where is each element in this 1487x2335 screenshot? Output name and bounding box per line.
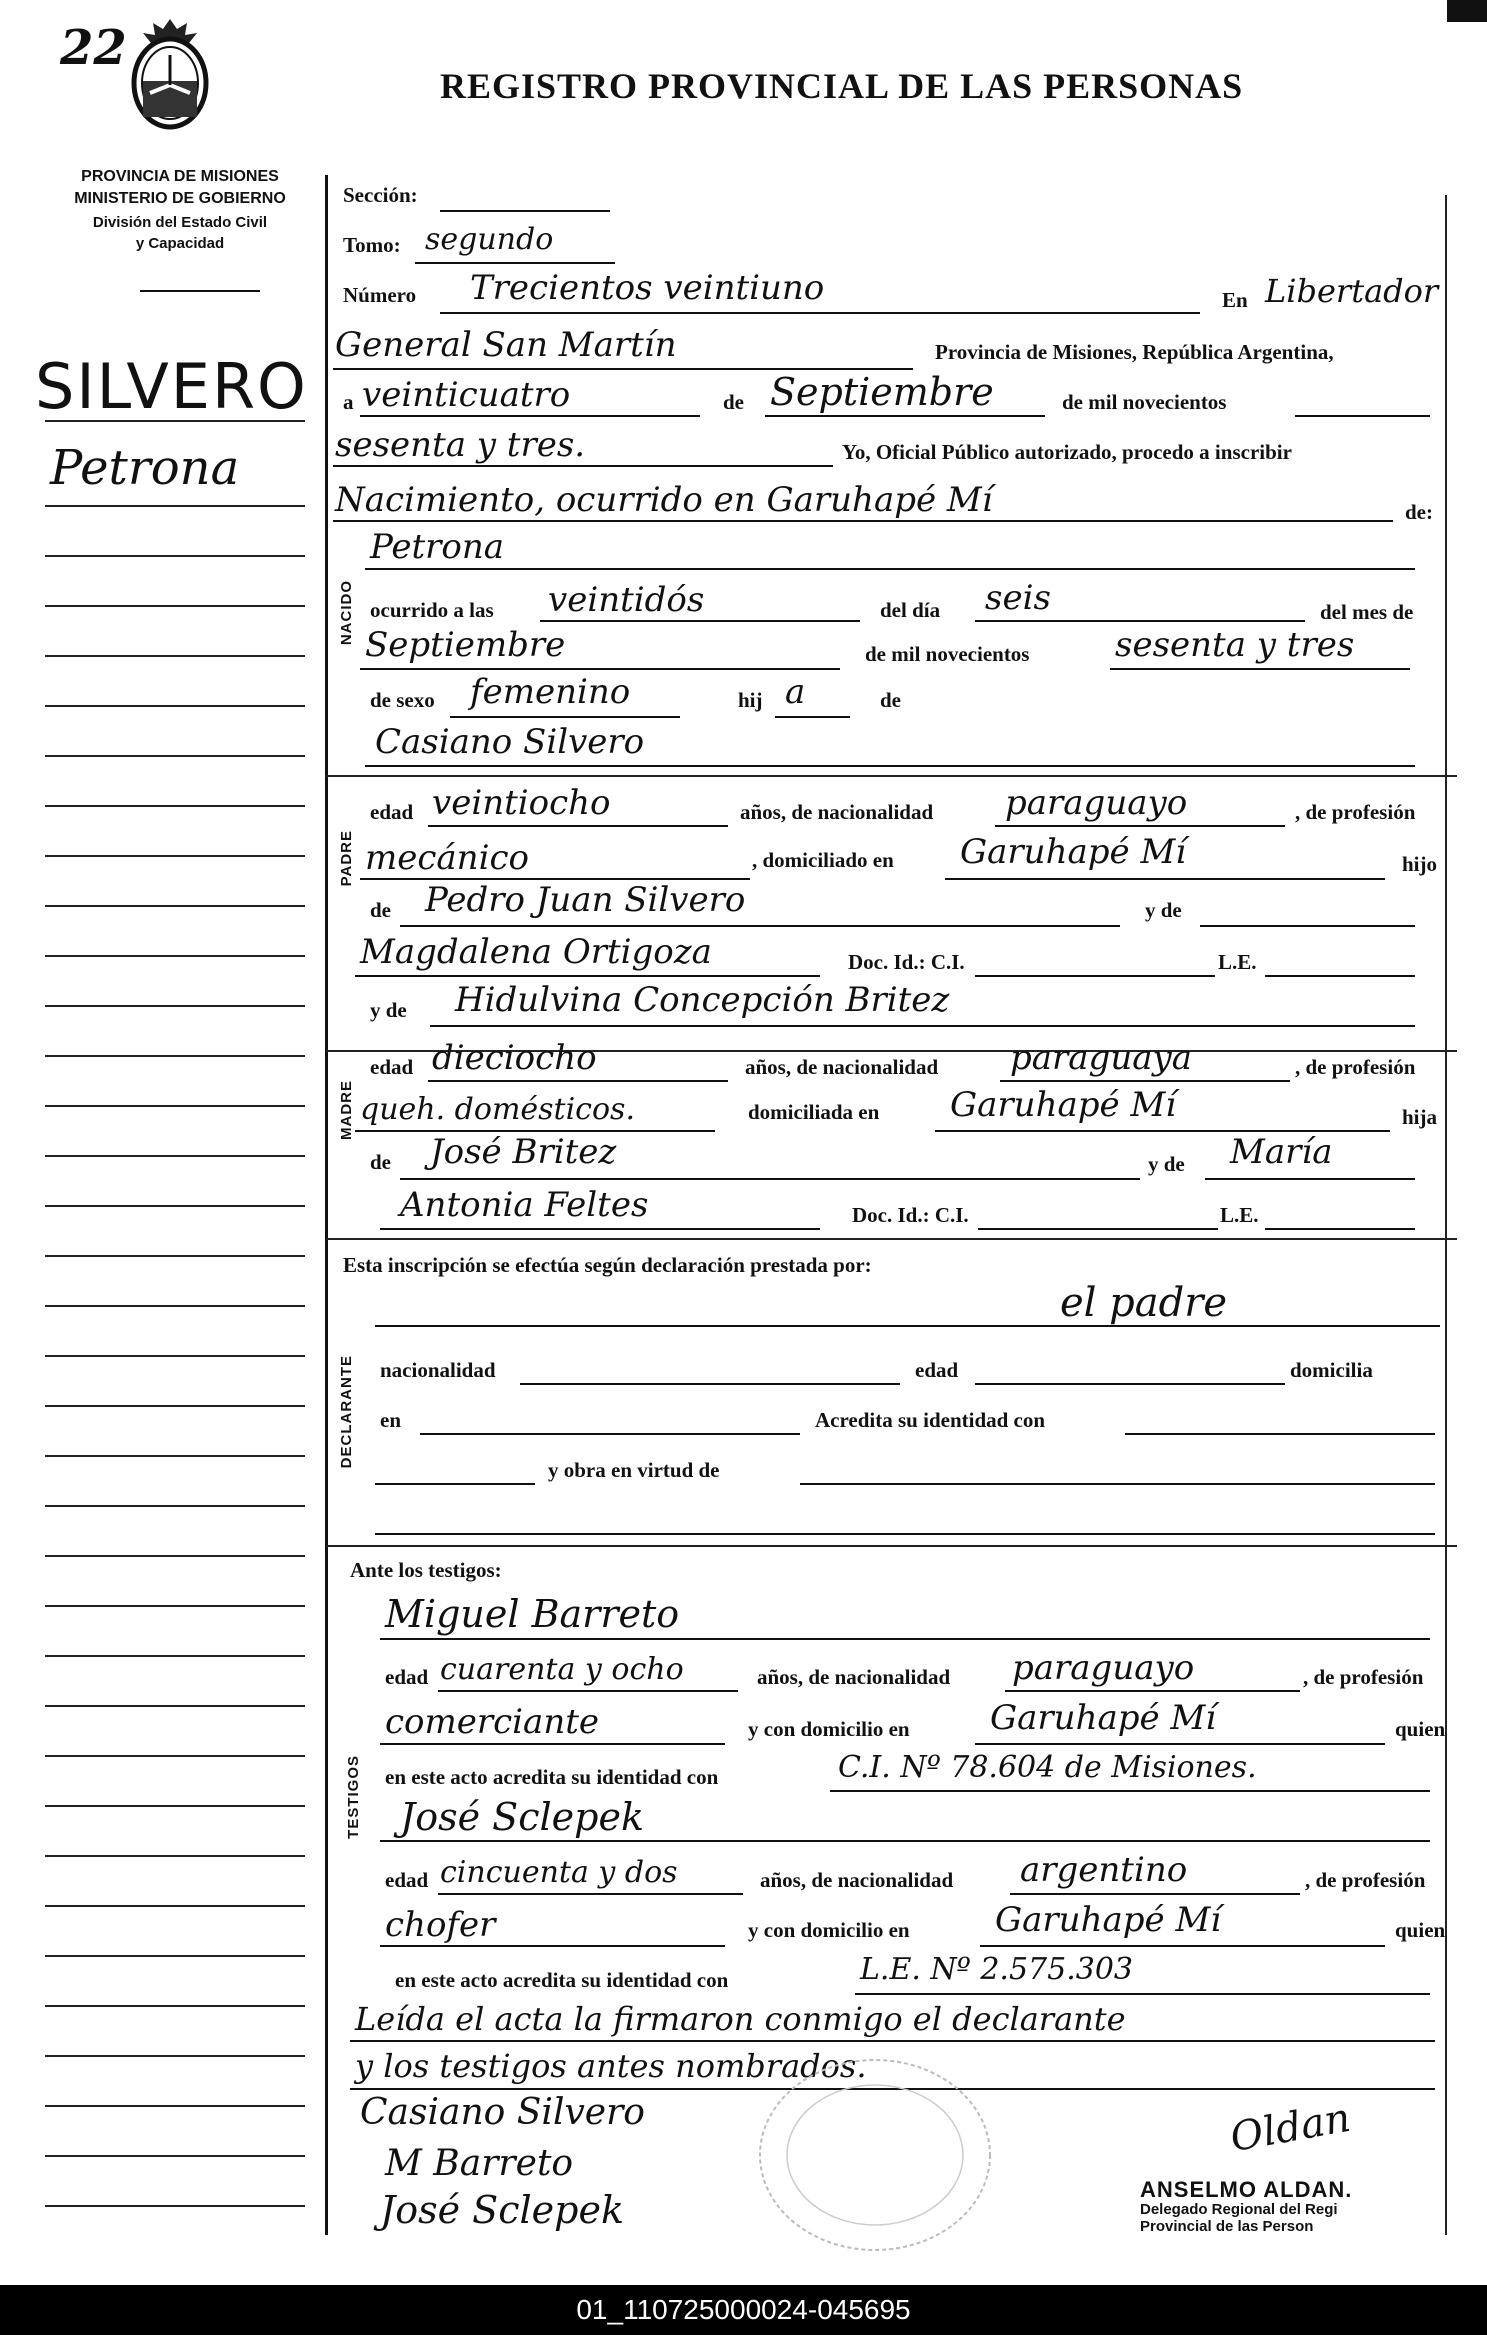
margin-rule-line — [45, 1255, 305, 1257]
label-dom-padre: , domiciliado en — [752, 848, 894, 872]
label-prof-padre: , de profesión — [1295, 800, 1416, 824]
ministry-line: MINISTERIO DE GOBIERNO — [74, 190, 286, 207]
line-numero — [440, 312, 1200, 314]
line-padre-abuela-a — [1200, 925, 1415, 927]
province-line: PROVINCIA DE MISIONES — [81, 168, 279, 185]
scan-edge-artifact — [1447, 0, 1487, 22]
line-t2-edad — [438, 1893, 743, 1895]
margin-rule-line — [45, 755, 305, 757]
province-block-underline — [140, 290, 260, 292]
label-hijo: hijo — [1402, 852, 1438, 876]
line-anio — [1110, 668, 1410, 670]
margin-rule-line — [45, 1005, 305, 1007]
line-le-padre — [1265, 975, 1415, 977]
side-label-testigos: TESTIGOS — [345, 1755, 362, 1839]
label-de-sexo: de — [880, 688, 901, 712]
field-declarante: el padre — [1060, 1280, 1228, 1326]
label-en: En — [1222, 288, 1248, 312]
label-le-madre: L.E. — [1220, 1203, 1259, 1227]
registry-title: REGISTRO PROVINCIAL DE LAS PERSONAS — [440, 66, 1244, 106]
field-t2-nac: argentino — [1020, 1850, 1188, 1890]
line-seccion — [440, 210, 610, 212]
signature-witness-2: José Sclepek — [380, 2188, 624, 2232]
label-de-mil: de mil novecientos — [865, 642, 1030, 666]
footer-code: 01_110725000024-045695 — [576, 2294, 911, 2325]
division-line: División del Estado Civil — [92, 214, 268, 231]
label-quien-t1: quien — [1395, 1717, 1446, 1741]
stamp-line-1: Delegado Regional del Regi — [1140, 2201, 1338, 2219]
label-domicilia-dec: domicilia — [1290, 1358, 1373, 1382]
label-en-dec: en — [380, 1408, 401, 1432]
margin-rule-line — [45, 1605, 305, 1607]
line-en-dec — [420, 1433, 800, 1435]
margin-line — [45, 505, 305, 507]
field-mes: Septiembre — [365, 625, 566, 665]
label-edad-dec: edad — [915, 1358, 959, 1382]
field-hij-suffix: a — [785, 672, 806, 712]
field-madre-edad: dieciocho — [432, 1038, 597, 1078]
line-madre-abuela-2 — [380, 1228, 820, 1230]
line-t1-id — [830, 1790, 1430, 1792]
field-sexo: femenino — [470, 672, 631, 712]
coat-of-arms-icon — [125, 15, 215, 135]
label-hij: hij — [738, 688, 763, 712]
margin-rule-line — [45, 705, 305, 707]
margin-rule-line — [45, 1855, 305, 1857]
margin-rule-line — [45, 1955, 305, 1957]
line-dec-final — [375, 1533, 1435, 1535]
closing-line-2: y los testigos antes nombrados. — [355, 2047, 867, 2085]
label-doc-padre: Doc. Id.: C.I. — [848, 950, 965, 974]
label-acredita-t1: en este acto acredita su identidad con — [385, 1765, 719, 1789]
field-nombre: Petrona — [370, 527, 505, 567]
label-dom-t1: y con domicilio en — [748, 1717, 910, 1741]
field-padre-abuelo: Pedro Juan Silvero — [425, 880, 746, 920]
field-madre-prof: queh. domésticos. — [360, 1092, 635, 1127]
line-anio-reg-a — [1295, 415, 1430, 417]
stamp-name: ANSELMO ALDAN. — [1140, 2177, 1353, 2202]
label-nac-madre: años, de nacionalidad — [745, 1055, 939, 1079]
line-le-madre — [1265, 1228, 1415, 1230]
line-madre-edad — [428, 1080, 728, 1082]
line-padre-nac — [995, 825, 1285, 827]
section-separator — [326, 775, 1457, 777]
label-tomo: Tomo: — [343, 233, 401, 257]
label-y-de-p: y de — [1145, 898, 1182, 922]
margin-rule-line — [45, 1155, 305, 1157]
label-quien-t2: quien — [1395, 1918, 1446, 1942]
margin-rule-line — [45, 1505, 305, 1507]
signature-official: Oldan — [1226, 2094, 1354, 2162]
line-mes — [360, 668, 840, 670]
side-label-nacido: NACIDO — [338, 580, 355, 646]
margin-rule-line — [45, 555, 305, 557]
line-mes-reg — [765, 415, 1045, 417]
form-right-border — [1445, 195, 1447, 2235]
label-le-padre: L.E. — [1218, 950, 1257, 974]
margin-rule-line — [45, 1455, 305, 1457]
section-separator — [326, 1238, 1457, 1240]
field-anio-reg: sesenta y tres. — [335, 425, 586, 465]
closing-line-1: Leída el acta la firmaron conmigo el declarante — [355, 2000, 1126, 2038]
line-t2-nombre — [380, 1840, 1430, 1842]
field-t2-edad: cincuenta y dos — [440, 1855, 678, 1890]
label-nac-t1: años, de nacionalidad — [757, 1665, 951, 1689]
label-acredita-t2: en este acto acredita su identidad con — [395, 1968, 729, 1992]
margin-rule-line — [45, 1805, 305, 1807]
field-t1-nac: paraguayo — [1012, 1648, 1195, 1688]
field-madre-abuela-2: Antonia Feltes — [400, 1185, 649, 1225]
line-madre-abuela-1 — [1205, 1178, 1415, 1180]
field-t1-prof: comerciante — [385, 1702, 599, 1742]
field-madre-nombre: Hidulvina Concepción Britez — [455, 980, 950, 1020]
margin-rule-line — [45, 1355, 305, 1357]
line-t2-nac — [1010, 1893, 1300, 1895]
label-numero: Número — [343, 283, 417, 307]
line-t1-prof — [380, 1743, 725, 1745]
line-t2-dom — [980, 1945, 1385, 1947]
margin-rule-line — [45, 2005, 305, 2007]
stamp-line-2: Provincial de las Person — [1140, 2217, 1314, 2235]
label-provincia: Provincia de Misiones, República Argentina, — [935, 340, 1334, 364]
field-anio: sesenta y tres — [1115, 625, 1355, 665]
margin-rule-line — [45, 1905, 305, 1907]
label-mil-novecientos: de mil novecientos — [1062, 390, 1227, 414]
label-de-abuelo-m: de — [370, 1150, 391, 1174]
line-padre-dom — [945, 878, 1385, 880]
label-esta-inscripcion: Esta inscripción se efectúa según declaración prestada por: — [343, 1253, 872, 1277]
label-seccion: Sección: — [343, 183, 418, 207]
margin-rule-line — [45, 905, 305, 907]
field-t2-prof: chofer — [385, 1905, 496, 1945]
field-inscribir: Nacimiento, ocurrido en Garuhapé Mí — [335, 480, 993, 520]
field-madre-dom: Garuhapé Mí — [950, 1085, 1177, 1125]
label-edad-t2: edad — [385, 1868, 429, 1892]
line-t1-edad — [438, 1690, 738, 1692]
label-acredita-dec: Acredita su identidad con — [815, 1408, 1046, 1432]
margin-rule-line — [45, 1305, 305, 1307]
margin-rule-line — [45, 805, 305, 807]
label-del-mes: del mes de — [1320, 600, 1414, 624]
side-label-madre: MADRE — [338, 1080, 355, 1140]
field-padre-dom: Garuhapé Mí — [960, 832, 1187, 872]
line-dec-extra — [375, 1483, 535, 1485]
field-padre-abuela: Magdalena Ortigoza — [360, 932, 712, 972]
margin-surname: SILVERO — [35, 350, 308, 423]
signature-witness-1: M Barreto — [385, 2143, 574, 2184]
line-t1-dom — [975, 1743, 1385, 1745]
line-madre-nac — [1000, 1080, 1290, 1082]
label-a: a — [343, 390, 354, 414]
line-doc-padre — [975, 975, 1215, 977]
field-tomo: segundo — [425, 222, 554, 257]
page-number: 22 — [60, 20, 127, 76]
label-de-colon: de: — [1405, 500, 1433, 524]
section-separator — [326, 1545, 1457, 1547]
margin-rule-line — [45, 1205, 305, 1207]
margin-rule-line — [45, 2205, 305, 2207]
field-t1-id: C.I. Nº 78.604 de Misiones. — [838, 1750, 1257, 1785]
line-inscribir — [333, 520, 1393, 522]
margin-rule-line — [45, 1705, 305, 1707]
label-edad-t1: edad — [385, 1665, 429, 1689]
field-padre-prof: mecánico — [365, 838, 529, 878]
line-closing-1 — [350, 2040, 1435, 2042]
margin-rule-line — [45, 1055, 305, 1057]
label-dom-t2: y con domicilio en — [748, 1918, 910, 1942]
line-padre-abuela — [355, 975, 820, 977]
margin-rule-line — [45, 955, 305, 957]
margin-given-name: Petrona — [50, 440, 240, 496]
margin-rule-line — [45, 605, 305, 607]
line-padre-edad — [428, 825, 728, 827]
official-seal-icon — [755, 2055, 995, 2255]
field-dia-reg: veinticuatro — [362, 375, 571, 415]
margin-rule-line — [45, 1555, 305, 1557]
line-hora — [540, 620, 860, 622]
label-sexo: de sexo — [370, 688, 435, 712]
line-t2-id — [855, 1993, 1430, 1995]
line-t1-nombre — [380, 1638, 1430, 1640]
line-t2-prof — [380, 1945, 725, 1947]
label-nacionalidad-dec: nacionalidad — [380, 1358, 496, 1382]
official-stamp — [1140, 2178, 1352, 2235]
footer-bar — [0, 2285, 1487, 2335]
label-nac-padre: años, de nacionalidad — [740, 800, 934, 824]
label-nac-t2: años, de nacionalidad — [760, 1868, 954, 1892]
line-obra-dec — [800, 1483, 1435, 1485]
margin-rule-line — [45, 655, 305, 657]
line-hij — [775, 716, 850, 718]
field-mes-reg: Septiembre — [770, 370, 994, 414]
label-de: de — [723, 390, 744, 414]
line-dia — [975, 620, 1305, 622]
margin-rule-line — [45, 2055, 305, 2057]
margin-rule-line — [45, 1105, 305, 1107]
line-padre-abuelo — [400, 925, 1120, 927]
field-t2-nombre: José Sclepek — [400, 1795, 644, 1839]
label-dom-madre: domiciliada en — [748, 1100, 880, 1124]
field-padre-nombre: Casiano Silvero — [375, 722, 645, 762]
field-dia: seis — [985, 578, 1051, 618]
field-city: General San Martín — [335, 325, 677, 365]
line-declarante — [375, 1325, 1440, 1327]
label-doc-madre: Doc. Id.: C.I. — [852, 1203, 969, 1227]
line-madre-nombre — [430, 1025, 1415, 1027]
label-oficial: Yo, Oficial Público autorizado, procedo a inscribir — [842, 440, 1292, 464]
field-t1-dom: Garuhapé Mí — [990, 1698, 1217, 1738]
label-y-de-m: y de — [1148, 1152, 1185, 1176]
signature-father: Casiano Silvero — [360, 2092, 645, 2133]
label-edad-madre: edad — [370, 1055, 414, 1079]
label-prof-t2: , de profesión — [1305, 1868, 1426, 1892]
line-t1-nac — [1005, 1690, 1300, 1692]
label-hija: hija — [1402, 1105, 1438, 1129]
field-numero: Trecientos veintiuno — [470, 268, 825, 308]
label-prof-madre: , de profesión — [1295, 1055, 1416, 1079]
margin-rule-line — [45, 1755, 305, 1757]
field-t1-nombre: Miguel Barreto — [385, 1592, 680, 1636]
field-padre-nac: paraguayo — [1005, 783, 1188, 823]
field-madre-abuela-1: María — [1230, 1132, 1333, 1172]
margin-rule-line — [45, 1655, 305, 1657]
line-dia-reg — [360, 415, 700, 417]
line-nombre — [365, 568, 1415, 570]
label-de-abuelo-p: de — [370, 898, 391, 922]
field-madre-abuelo: José Britez — [430, 1132, 617, 1172]
margin-rule-line — [45, 1405, 305, 1407]
line-doc-madre — [978, 1228, 1218, 1230]
line-sexo — [450, 716, 680, 718]
line-madre-abuelo — [400, 1178, 1140, 1180]
side-label-padre: PADRE — [338, 830, 355, 887]
field-t1-edad: cuarenta y ocho — [440, 1652, 684, 1687]
label-del-dia: del día — [880, 598, 941, 622]
line-acredita-dec — [1125, 1433, 1435, 1435]
margin-rule-line — [45, 2105, 305, 2107]
margin-rule-line — [45, 2155, 305, 2157]
label-edad-padre: edad — [370, 800, 414, 824]
province-block — [40, 168, 320, 252]
margin-rule-line — [45, 855, 305, 857]
side-label-declarante: DECLARANTE — [338, 1355, 355, 1469]
label-obra-dec: y obra en virtud de — [548, 1458, 720, 1482]
line-edad-dec — [975, 1383, 1285, 1385]
field-t2-dom: Garuhapé Mí — [995, 1900, 1222, 1940]
field-madre-nac: paraguaya — [1010, 1038, 1192, 1078]
field-en-place: Libertador — [1265, 272, 1439, 310]
field-t2-id: L.E. Nº 2.575.303 — [860, 1952, 1134, 1987]
label-testigos: Ante los testigos: — [350, 1558, 502, 1582]
margin-divider — [325, 175, 328, 2235]
field-hora: veintidós — [548, 580, 705, 620]
margin-line — [45, 420, 305, 422]
field-padre-edad: veintiocho — [432, 783, 611, 823]
line-padre-nombre — [365, 765, 1415, 767]
line-tomo — [415, 262, 615, 264]
capacity-line: y Capacidad — [135, 235, 225, 252]
line-anio-reg — [333, 465, 833, 467]
label-ocurrido: ocurrido a las — [370, 598, 494, 622]
line-nac-dec — [520, 1383, 900, 1385]
label-prof-t1: , de profesión — [1303, 1665, 1424, 1689]
label-y-de-madre: y de — [370, 998, 407, 1022]
